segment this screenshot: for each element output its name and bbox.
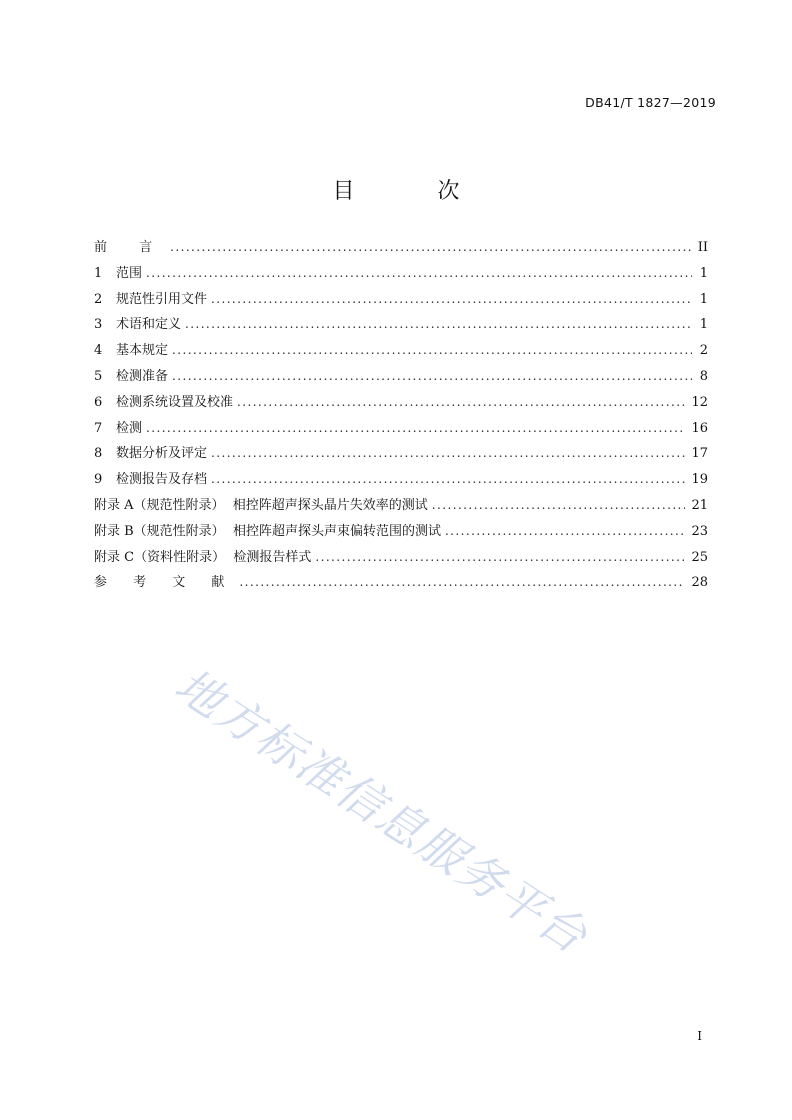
- toc-leader-dots: [211, 446, 685, 460]
- toc-entry-page: 21: [691, 497, 708, 513]
- toc-entry-label: 规范性引用文件: [116, 291, 208, 307]
- toc-entry-page: 28: [691, 575, 708, 591]
- toc-entry-number: 4: [94, 343, 103, 359]
- toc-entry-page: 25: [691, 549, 708, 565]
- table-of-contents: [94, 236, 708, 597]
- toc-entry-number: 9: [94, 472, 103, 488]
- toc-entry-page: 8: [699, 368, 708, 384]
- toc-entry[interactable]: [94, 288, 708, 314]
- toc-entry-page: 12: [691, 394, 708, 410]
- toc-entry[interactable]: [94, 442, 708, 468]
- toc-title: 目 次: [332, 179, 498, 204]
- toc-entry[interactable]: [94, 520, 708, 546]
- toc-entry-label: 基本规定: [116, 343, 169, 359]
- toc-entry-page: 1: [699, 265, 708, 281]
- toc-leader-dots: [146, 421, 685, 435]
- toc-entry[interactable]: [94, 262, 708, 288]
- toc-entry-label: 前 言: [94, 240, 167, 255]
- toc-entry-number: 5: [94, 368, 103, 384]
- toc-leader-dots: [146, 266, 692, 280]
- toc-leader-dots: [432, 498, 686, 512]
- standard-code: DB41/T 1827—2019: [585, 95, 716, 110]
- toc-entry-label: 范围: [116, 265, 143, 281]
- toc-entry-page: 16: [691, 420, 708, 436]
- toc-entry-page: 19: [691, 472, 708, 488]
- toc-entry[interactable]: [94, 391, 708, 417]
- toc-leader-dots: [211, 292, 692, 306]
- toc-leader-dots: [211, 472, 685, 486]
- toc-entry-label: 附录 C（资料性附录） 检测报告样式: [94, 549, 312, 565]
- toc-entry-label: 检测: [116, 420, 143, 436]
- toc-leader-dots: [445, 524, 686, 538]
- toc-entry-number: 2: [94, 291, 103, 307]
- toc-leader-dots: [237, 395, 685, 409]
- toc-entry[interactable]: [94, 571, 708, 597]
- toc-entry-page: 17: [691, 446, 708, 462]
- toc-entry-label: 检测报告及存档: [116, 472, 208, 488]
- toc-entry-page: 1: [699, 317, 708, 333]
- toc-entry-number: 6: [94, 394, 103, 410]
- toc-entry-page: 23: [691, 523, 708, 539]
- toc-entry-label: 检测准备: [116, 368, 169, 384]
- toc-entry-label: 参 考 文 献: [94, 575, 236, 591]
- toc-entry[interactable]: [94, 494, 708, 520]
- toc-entry-number: 3: [94, 317, 103, 333]
- toc-entry-label: 数据分析及评定: [116, 446, 208, 462]
- toc-leader-dots: [170, 240, 692, 254]
- toc-leader-dots: [172, 369, 692, 383]
- toc-entry-label: 检测系统设置及校准: [116, 394, 234, 410]
- toc-entry-page: 2: [699, 343, 708, 359]
- toc-entry-number: 1: [94, 265, 103, 281]
- toc-leader-dots: [172, 343, 692, 357]
- toc-entry[interactable]: [94, 339, 708, 365]
- toc-entry[interactable]: [94, 236, 708, 262]
- toc-entry-label: 术语和定义: [116, 317, 182, 333]
- toc-entry[interactable]: [94, 468, 708, 494]
- toc-entry-label: 附录 B（规范性附录） 相控阵超声探头声束偏转范围的测试: [94, 523, 441, 539]
- toc-leader-dots: [315, 550, 685, 564]
- page-number: I: [697, 1029, 702, 1043]
- toc-entry-page: 1: [699, 291, 708, 307]
- watermark-text: 地方标准信息服务平台: [165, 657, 598, 965]
- toc-leader-dots: [239, 575, 685, 589]
- toc-entry[interactable]: [94, 546, 708, 572]
- toc-entry-label: 附录 A（规范性附录） 相控阵超声探头晶片失效率的测试: [94, 497, 428, 513]
- toc-entry[interactable]: [94, 417, 708, 443]
- toc-entry-number: 7: [94, 420, 103, 436]
- toc-entry[interactable]: [94, 365, 708, 391]
- toc-entry-number: 8: [94, 446, 103, 462]
- toc-leader-dots: [185, 317, 692, 331]
- toc-entry-page: II: [697, 240, 708, 255]
- toc-entry[interactable]: [94, 313, 708, 339]
